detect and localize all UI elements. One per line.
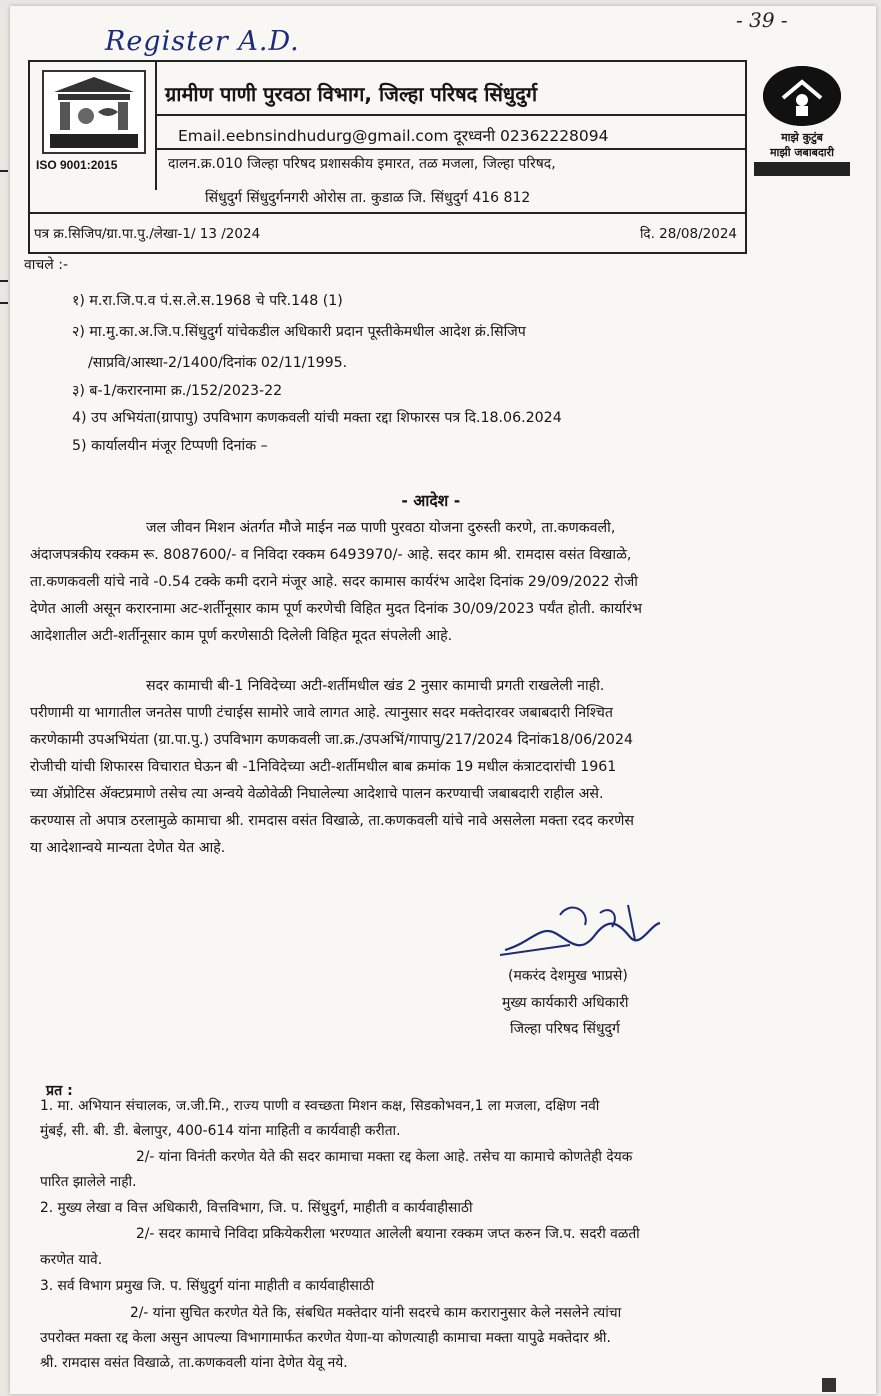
order-para1-line: जल जीवन मिशन अंतर्गत मौजे माईन नळ पाणी पुरवठा योजना दुरुस्ती करणे, ता.कणकवली, <box>146 520 616 536</box>
signatory-name: (मकरंद देशमुख भाप्रसे) <box>508 968 628 984</box>
iso-certification: ISO 9001:2015 <box>36 158 118 172</box>
order-para2-line: च्या ॲप्रोटिस ॲक्टप्रमाणे तसेच त्या अन्वये वेळोवेळी निघालेल्या आदेशाचे पालन करण्याची जबाबदारी राहील असे. <box>30 786 604 802</box>
order-para1-line: ता.कणकवली यांचे नावे -0.54 टक्के कमी दराने मंजूर आहे. सदर कामास कार्यरंभ आदेश दिनांक 29/09/2022 रोजी <box>30 574 638 590</box>
order-para2-line: परीणामी या भागातील जनतेस पाणी टंचाईस सामोरे जावे लागत आहे. त्यानुसार सदर मक्तेदारवर जबाबदारी निश्चित <box>30 705 613 721</box>
family-emblem-icon <box>763 66 841 126</box>
copy-line: 2/- सदर कामाचे निविदा प्रकियेकरीला भरण्यात आलेली बयाना रक्कम जप्त करुन जि.प. सदरी वळती <box>136 1226 640 1242</box>
reference-item: /साप्रवि/आस्था-2/1400/दिनांक 02/11/1995. <box>88 355 348 371</box>
copy-line: पारित झालेले नाही. <box>40 1174 137 1190</box>
copy-line: उपरोक्त मक्ता रद्द केला असुन आपल्या विभागामार्फत करणेत येणा-या कोणत्याही कामाचा मक्ता यापुढे मक्तेदार श्री. <box>40 1330 611 1346</box>
emblem-line-2: माझी जबाबदारी <box>769 146 835 159</box>
reference-item: 4) उप अभियंता(ग्रापापु) उपविभाग कणकवली यांची मक्ता रद्दा शिफारस पत्र दि.18.06.2024 <box>72 410 562 426</box>
order-para1-line: आदेशातील अटी-शर्तीनूसार काम पूर्ण करणेसाठी दिलेली विहित मूदत संपलेली आहे. <box>30 628 453 644</box>
order-para1-line: देणेत आली असून करारनामा अट-शर्तीनूसार काम पूर्ण करणेची विहित मुदत दिनांक 30/09/2023 पर्यंत होती. कार्यारंभ <box>30 601 642 617</box>
order-para2-line: या आदेशान्वये मान्यता देणेत येत आहे. <box>30 840 226 856</box>
letter-reference: पत्र क्र.सिजिप/ग्रा.पा.पु./लेखा-1/ 13 /2024 <box>34 226 261 242</box>
signature-mark <box>500 895 670 965</box>
letter-date: दि. 28/08/2024 <box>639 226 737 242</box>
handwritten-page-number: - 39 - <box>736 8 788 32</box>
handwritten-register-note: Register A.D. <box>105 26 300 57</box>
order-para1-line: अंदाजपत्रकीय रक्कम रू. 8087600/- व निविदा रक्कम 6493970/- आहे. सदर काम श्री. रामदास वसंत विखाळे, <box>30 547 632 563</box>
order-para2-line: रोजीची यांची शिफारस विचारात घेऊन बी -1निविदेच्या अटी-शर्तीमधील बाब क्रमांक 19 मधील कंत्राटदारांची 1961 <box>30 759 617 775</box>
reference-item: ३) ब-1/करारनामा क्र./152/2023-22 <box>72 383 283 399</box>
order-para2-line: सदर कामाची बी-1 निविदेच्या अटी-शर्तीमधील खंड 2 नुसार कामाची प्रगती राखलेली नाही. <box>146 678 605 694</box>
order-para2-line: करण्यास तो अपात्र ठरलामुळे कामाचा श्री. रामदास वसंत विखाळे, ता.कणकवली यांचे नावे असलेला मक्ता रदद करणेस <box>30 813 634 829</box>
letterhead-box <box>28 60 747 254</box>
reference-item: २) मा.मु.का.अ.जि.प.सिंधुदुर्ग यांचेकडील अधिकारी प्रदान पूस्तीकेमधील आदेश क्रं.सिजिप <box>72 324 526 340</box>
address-line-2: सिंधुदुर्ग सिंधुदुर्गनगरी ओरोस ता. कुडाळ जि. सिंधुदुर्ग 416 812 <box>205 190 531 206</box>
department-title: ग्रामीण पाणी पुरवठा विभाग, जिल्हा परिषद सिंधुदुर्ग <box>165 82 538 106</box>
emblem-line-1: माझे कुटुंब <box>781 131 823 144</box>
copy-line: 3. सर्व विभाग प्रमुख जि. प. सिंधुदुर्ग यांना माहीती व कार्यवाहीसाठी <box>40 1278 375 1294</box>
zp-logo-cell <box>30 62 157 190</box>
email-phone: Email.eebnsindhudurg@gmail.com दूरध्वनी 02362228094 <box>178 127 609 145</box>
copy-line: करणेत यावे. <box>40 1252 103 1268</box>
reference-item: 5) कार्यालयीन मंजूर टिप्पणी दिनांक – <box>72 438 268 454</box>
address-line-1: दालन.क्र.010 जिल्हा परिषद प्रशासकीय इमारत, तळ मजला, जिल्हा परिषद, <box>168 156 556 172</box>
copy-line: मुंबई, सी. बी. डी. बेलापुर, 400-614 यांना माहिती व कार्यवाही करीता. <box>40 1123 401 1139</box>
page-edge-marks <box>0 40 10 1340</box>
copy-line: श्री. रामदास वसंत विखाळे, ता.कणकवली यांना देणेत येवू नये. <box>40 1355 348 1371</box>
copy-line: 1. मा. अभियान संचालक, ज.जी.मि., राज्य पाणी व स्वच्छता मिशन कक्ष, सिडकोभवन,1 ला मजला, दक्षिण नवी <box>40 1098 600 1114</box>
references-label: वाचले :- <box>24 257 69 273</box>
order-para2-line: करणेकामी उपअभियंता (ग्रा.पा.पु.) उपविभाग कणकवली जा.क्र./उपअभिं/गापापु/217/2024 दिनांक18/06/2024 <box>30 732 634 748</box>
copy-line: 2/- यांना सुचित करणेत येते कि, संबधित मक्तेदार यांनी सदरचे काम करारानुसार केले नसलेने त्यांचा <box>130 1305 622 1321</box>
emblem-strip <box>754 162 850 176</box>
reference-item: १) म.रा.जि.प.व पं.स.ले.स.1968 चे परि.148 (1) <box>72 293 343 309</box>
copy-line: 2. मुख्य लेखा व वित्त अधिकारी, वित्तविभाग, जि. प. सिंधुदुर्ग, माहीती व कार्यवाहीसाठी <box>40 1200 473 1216</box>
page-corner-mark <box>822 1378 836 1392</box>
copies-label: प्रत : <box>46 1083 73 1099</box>
zp-logo-icon <box>42 70 146 154</box>
family-campaign-emblem <box>752 66 852 176</box>
signatory-designation: मुख्य कार्यकारी अधिकारी <box>502 995 629 1011</box>
order-heading: - आदेश - <box>401 491 461 510</box>
signatory-office: जिल्हा परिषद सिंधुदुर्ग <box>510 1021 620 1037</box>
copy-line: 2/- यांना विनंती करणेत येते की सदर कामाचा मक्ता रद्द केला आहे. तसेच या कामाचे कोणतेही देयक <box>136 1149 633 1165</box>
